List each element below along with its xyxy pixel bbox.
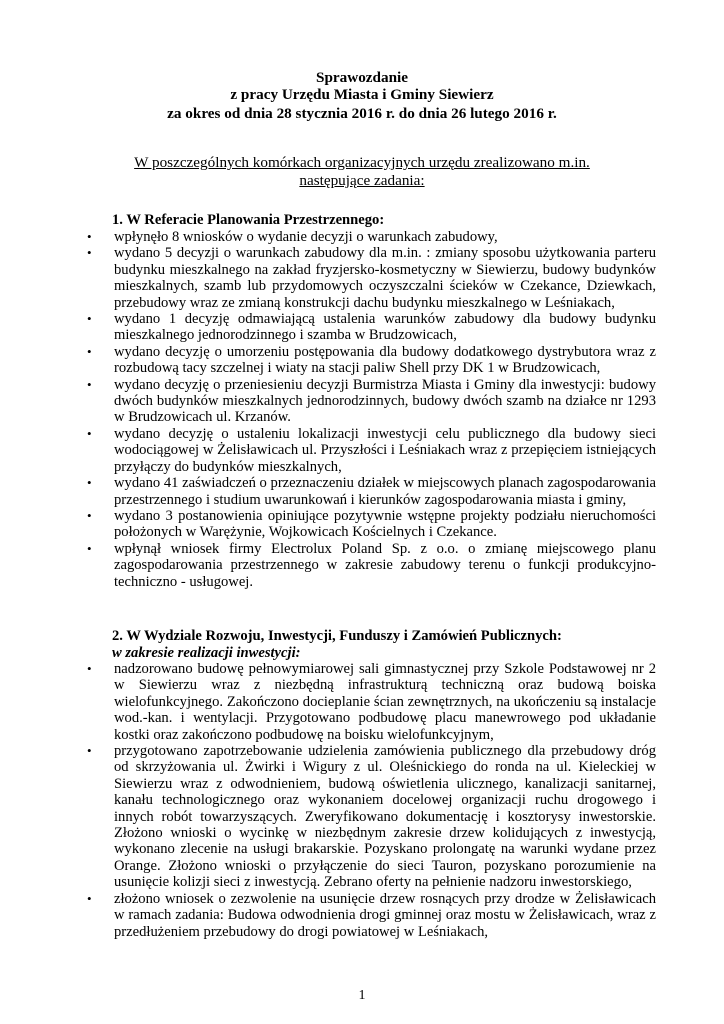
- section-2-subheading: w zakresie realizacji inwestycji:: [112, 645, 301, 661]
- bullet-icon: •: [87, 475, 92, 491]
- bullet-icon: •: [87, 890, 92, 906]
- list-item: • wydano 3 postanowienia opiniujące pozytywnie wstępne projekty podziału nieruchomości położonych w Warężynie, Wojkowicach Kościelnych i Czekance.: [87, 507, 656, 541]
- list-item: • wpłynął wniosek firmy Electrolux Poland Sp. z o.o. o zmianę miejscowego planu zagospodarowania przestrzennego w zakresie zabudowy terenu o funkcji produkcyjno-techniczno - usługowej.: [87, 540, 656, 590]
- document-subtitle: z pracy Urzędu Miasta i Gminy Siewierz: [230, 86, 494, 103]
- bullet-icon: •: [87, 540, 92, 556]
- document-period: za okres od dnia 28 stycznia 2016 r. do dnia 26 lutego 2016 r.: [167, 105, 557, 122]
- section-1-list: [0, 229, 724, 590]
- intro-paragraph: W poszczególnych komórkach organizacyjnych urzędu zrealizowano m.in. następujące zadania:: [134, 154, 590, 189]
- bullet-icon: •: [87, 245, 92, 261]
- list-item: • wydano 1 decyzję odmawiającą ustalenia warunków zabudowy dla budowy budynku mieszkalnego jednorodzinnego i szamba w Brudzowicach,: [87, 311, 656, 344]
- list-item: • złożono wniosek o zezwolenie na usunięcie drzew rosnących przy drodze w Żelisławicach w ramach zadania: Budowa odwodnienia drogi gminnej oraz mostu w Żelisławicach, wraz z przedłużeniem przebudowy do drogi powiatowej w Leśniakach,: [87, 890, 656, 940]
- list-item: • wydano decyzję o umorzeniu postępowania dla budowy dodatkowego dystrybutora wraz z rozbudową tacy szczelnej i wiaty na stacji paliw Shell przy DK 1 w Brudzowicach,: [87, 343, 656, 377]
- document-title: Sprawozdanie: [316, 69, 408, 86]
- section-1-heading: 1. W Referacie Planowania Przestrzennego:: [112, 212, 385, 228]
- bullet-icon: •: [87, 507, 92, 523]
- section-2-heading: 2. W Wydziale Rozwoju, Inwestycji, Funduszy i Zamówień Publicznych:: [112, 628, 562, 644]
- section-2-list: [0, 661, 724, 940]
- list-item: • wydano 41 zaświadczeń o przeznaczeniu działek w miejscowych planach zagospodarowania przestrzennego i studium uwarunkowań i kierunków zagospodarowania miasta i gminy,: [87, 475, 656, 508]
- bullet-icon: •: [87, 743, 92, 759]
- list-item: • wydano decyzję o przeniesieniu decyzji Burmistrza Miasta i Gminy dla inwestycji: budowy dwóch budynków mieszkalnych jednorodzinnych, budowy dwóch szamb na działce nr 1293 w Brudzowicach ul. Krzanów.: [87, 376, 656, 426]
- bullet-icon: •: [87, 661, 92, 676]
- list-item: • nadzorowano budowę pełnowymiarowej sali gimnastycznej przy Szkole Podstawowej nr 2 w Siewierzu wraz z niezbędną infrastrukturą techniczną oraz budową boiska wielofunkcyjnego. Zakończono docieplanie ścian zewnętrznych, na ukończeniu są instalacje wod.-kan. i wentylacji. Przygotowano podbudowę placu manewrowego pod układanie kostki oraz zakończono podbudowę na boisku wielofunkcyjnym,: [87, 661, 656, 743]
- bullet-icon: •: [87, 343, 92, 359]
- bullet-icon: •: [87, 229, 92, 244]
- list-item: • wpłynęło 8 wniosków o wydanie decyzji o warunkach zabudowy,: [87, 229, 498, 245]
- page-number: 1: [358, 988, 366, 1003]
- bullet-icon: •: [87, 311, 92, 327]
- list-item: • przygotowano zapotrzebowanie udzielenia zamówienia publicznego dla przebudowy dróg od skrzyżowania ul. Żwirki i Wigury z ul. Oleśnickiego do ronda na ul. Kieleckiej w Siewierzu wraz z odwodnieniem, budową oświetlenia ulicznego, kanalizacji sanitarnej, kanału technologicznego oraz wykonaniem docelowej organizacji ruchu drogowego i innych robót towarzyszących. Zweryfikowano dokumentację i kosztorysy inwestorskie. Złożono wnioski o wycinkę w niezbędnym zakresie drzew kolidujących z inwestycją, wykonano zlecenie na usługi brakarskie. Pozyskano prolongatę na warunki wydane przez Orange. Złożono wnioski o przyłączenie do sieci Tauron, pozyskano porozumienie na usunięcie kolizji sieci z inwestycją. Zebrano oferty na pełnienie nadzoru inwestorskiego,: [87, 743, 656, 891]
- list-item: • wydano decyzję o ustaleniu lokalizacji inwestycji celu publicznego dla budowy sieci wodociągowej w Żelisławicach ul. Przyszłości i Leśniakach wraz z przepięciem istniejących przyłączy do budynków mieszkalnych,: [87, 425, 656, 475]
- list-item: • wydano 5 decyzji o warunkach zabudowy dla m.in. : zmiany sposobu użytkowania parteru budynku mieszkalnego na zakład fryzjersko-kosmetyczny w Siewierzu, budowy budynków mieszkalnych, szamb lub przydomowych oczyszczalni ścieków w Czekance, Dziewkach, przebudowy wraz ze zmianą konstrukcji dachu budynku mieszkalnego w Leśniakach,: [87, 245, 656, 311]
- bullet-icon: •: [87, 376, 92, 392]
- bullet-icon: •: [87, 425, 92, 441]
